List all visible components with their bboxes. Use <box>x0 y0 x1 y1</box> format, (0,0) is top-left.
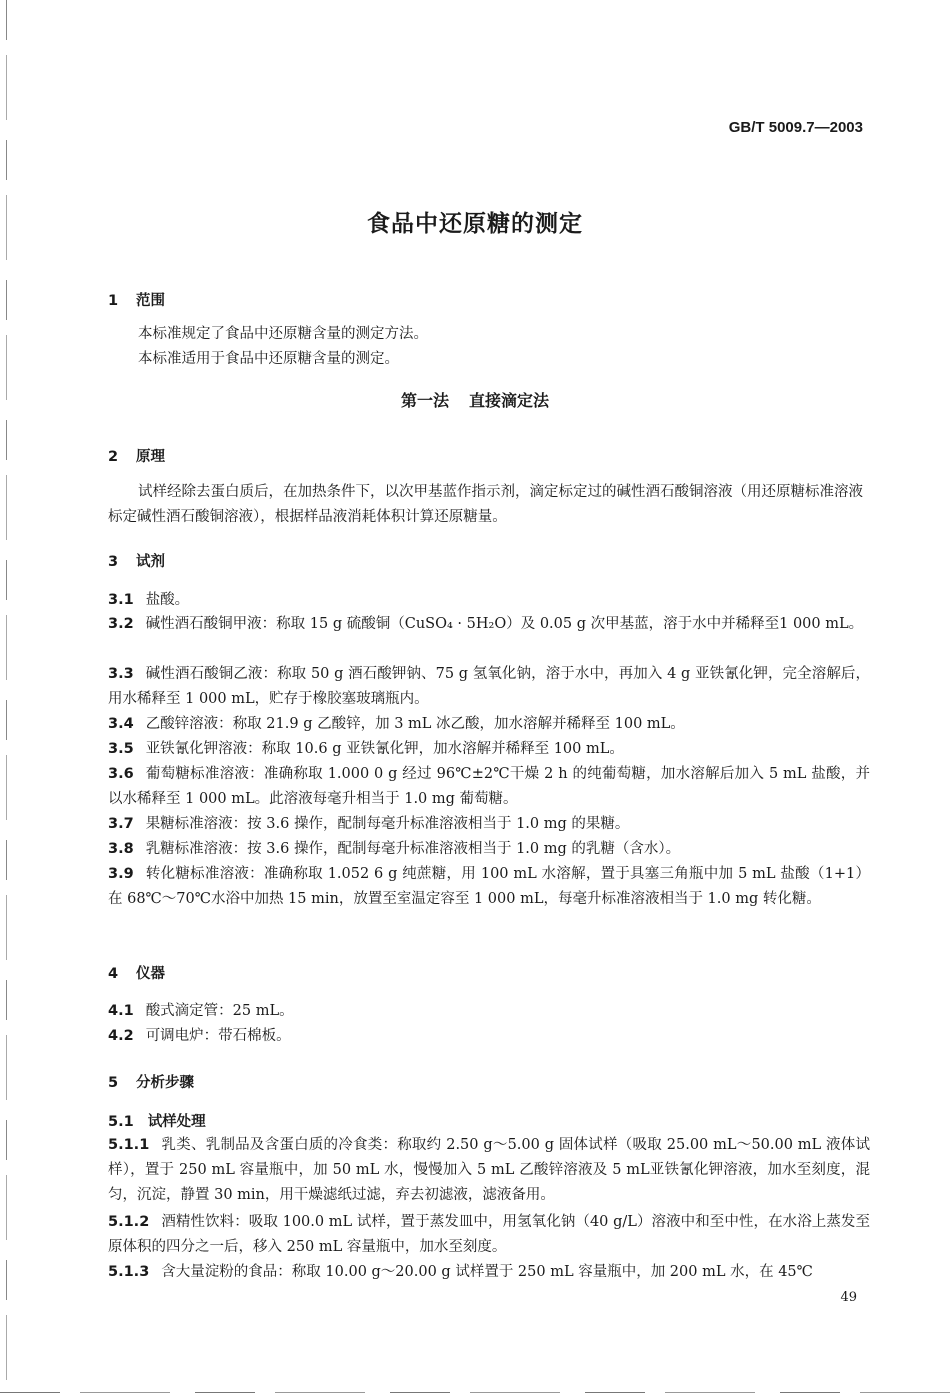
section-title: 试剂 <box>136 554 165 570</box>
subsection-title: 试样处理 <box>147 1114 206 1130</box>
method-title <box>0 388 950 411</box>
section-2-paragraph: 试样经除去蛋白质后，在加热条件下，以次甲基蓝作指示剂，滴定标定过的碱性酒石酸铜溶液（用还原糖标准溶液标定碱性酒石酸铜溶液），根据样品液消耗体积计算还原糖量。 <box>108 484 863 525</box>
subsection-number: 5.1 <box>108 1114 134 1130</box>
section-number: 4 <box>108 966 119 982</box>
instrument-item: 4.1 酸式滴定管：25 mL。 <box>108 1003 294 1019</box>
section-title: 分析步骤 <box>136 1075 194 1091</box>
section-title: 仪器 <box>136 966 165 982</box>
method-name: 第一法 <box>400 391 449 410</box>
reagent-item: 3.7 果糖标准溶液：按 3.6 操作，配制每毫升标准溶液相当于 1.0 mg 的果糖。 <box>108 816 630 832</box>
reagent-item: 3.4 乙酸锌溶液：称取 21.9 g 乙酸锌，加 3 mL 冰乙酸，加水溶解并稀释至 100 mL。 <box>108 716 685 732</box>
section-5-heading <box>108 1071 194 1092</box>
reagent-item: 3.2 碱性酒石酸铜甲液：称取 15 g 硫酸铜（CuSO₄ · 5H₂O）及 0.05 g 次甲基蓝，溶于水中并稀释至1 000 mL。 <box>108 616 864 632</box>
reagent-item: 3.8 乳糖标准溶液：按 3.6 操作，配制每毫升标准溶液相当于 1.0 mg 的乳糖（含水）。 <box>108 841 681 857</box>
standard-code: GB/T 5009.7—2003 <box>728 119 863 136</box>
procedure-item: 5.1.3 含大量淀粉的食品：称取 10.00 g～20.00 g 试样置于 250 mL 容量瓶中，加 200 mL 水，在 45℃ <box>108 1264 813 1280</box>
document-title: 食品中还原糖的测定 <box>367 211 583 237</box>
section-2-heading <box>108 445 165 466</box>
section-title: 原理 <box>136 449 165 465</box>
section-1-paragraph-1: 本标准规定了食品中还原糖含量的测定方法。 <box>138 326 428 342</box>
procedure-item: 5.1.2 酒精性饮料：吸取 100.0 mL 试样，置于蒸发皿中，用氢氧化钠（40 g/L）溶液中和至中性，在水浴上蒸发至原体积的四分之一后，移入 250 mL 容量瓶中，加水至刻度。 <box>108 1214 870 1255</box>
section-1-paragraph-2: 本标准适用于食品中还原糖含量的测定。 <box>138 351 399 367</box>
section-number: 1 <box>108 293 119 309</box>
reagent-item: 3.5 亚铁氰化钾溶液：称取 10.6 g 亚铁氰化钾，加水溶解并稀释至 100 mL。 <box>108 741 624 757</box>
subsection-5-1-heading <box>108 1110 206 1131</box>
reagent-item: 3.1 盐酸。 <box>108 592 190 608</box>
section-number: 5 <box>108 1075 119 1091</box>
reagent-item: 3.6 葡萄糖标准溶液：准确称取 1.000 0 g 经过 96℃±2℃干燥 2 h 的纯葡萄糖，加水溶解后加入 5 mL 盐酸，并以水稀释至 1 000 mL。此溶液每毫升相当于 1.0 mg 葡萄糖。 <box>108 766 870 807</box>
page-number: 49 <box>840 1290 857 1305</box>
method-subtitle: 直接滴定法 <box>469 391 550 410</box>
section-number: 3 <box>108 554 119 570</box>
section-3-heading <box>108 550 165 571</box>
reagent-item: 3.3 碱性酒石酸铜乙液：称取 50 g 酒石酸钾钠、75 g 氢氧化钠，溶于水中，再加入 4 g 亚铁氰化钾，完全溶解后，用水稀释至 1 000 mL，贮存于橡胶塞玻璃瓶内。 <box>108 666 870 707</box>
section-number: 2 <box>108 449 119 465</box>
section-1-heading <box>108 289 165 310</box>
instrument-item: 4.2 可调电炉：带石棉板。 <box>108 1028 291 1044</box>
section-title: 范围 <box>136 293 165 309</box>
procedure-item: 5.1.1 乳类、乳制品及含蛋白质的冷食类：称取约 2.50 g～5.00 g 固体试样（吸取 25.00 mL～50.00 mL 液体试样），置于 250 mL 容量瓶中，加 50 mL 水，慢慢加入 5 mL 乙酸锌溶液及 5 mL亚铁氰化钾溶液，加水至刻度，混匀，沉淀，静置 30 min，用干燥滤纸过滤，弃去初滤液，滤液备用。 <box>108 1137 870 1203</box>
section-4-heading <box>108 962 165 983</box>
scan-edge-bottom <box>0 1392 950 1393</box>
reagent-item: 3.9 转化糖标准溶液：准确称取 1.052 6 g 纯蔗糖，用 100 mL 水溶解，置于具塞三角瓶中加 5 mL 盐酸（1+1）在 68℃～70℃水浴中加热 15 min，放置至室温定容至 1 000 mL，每毫升标准溶液相当于 1.0 mg 转化糖。 <box>108 866 870 907</box>
